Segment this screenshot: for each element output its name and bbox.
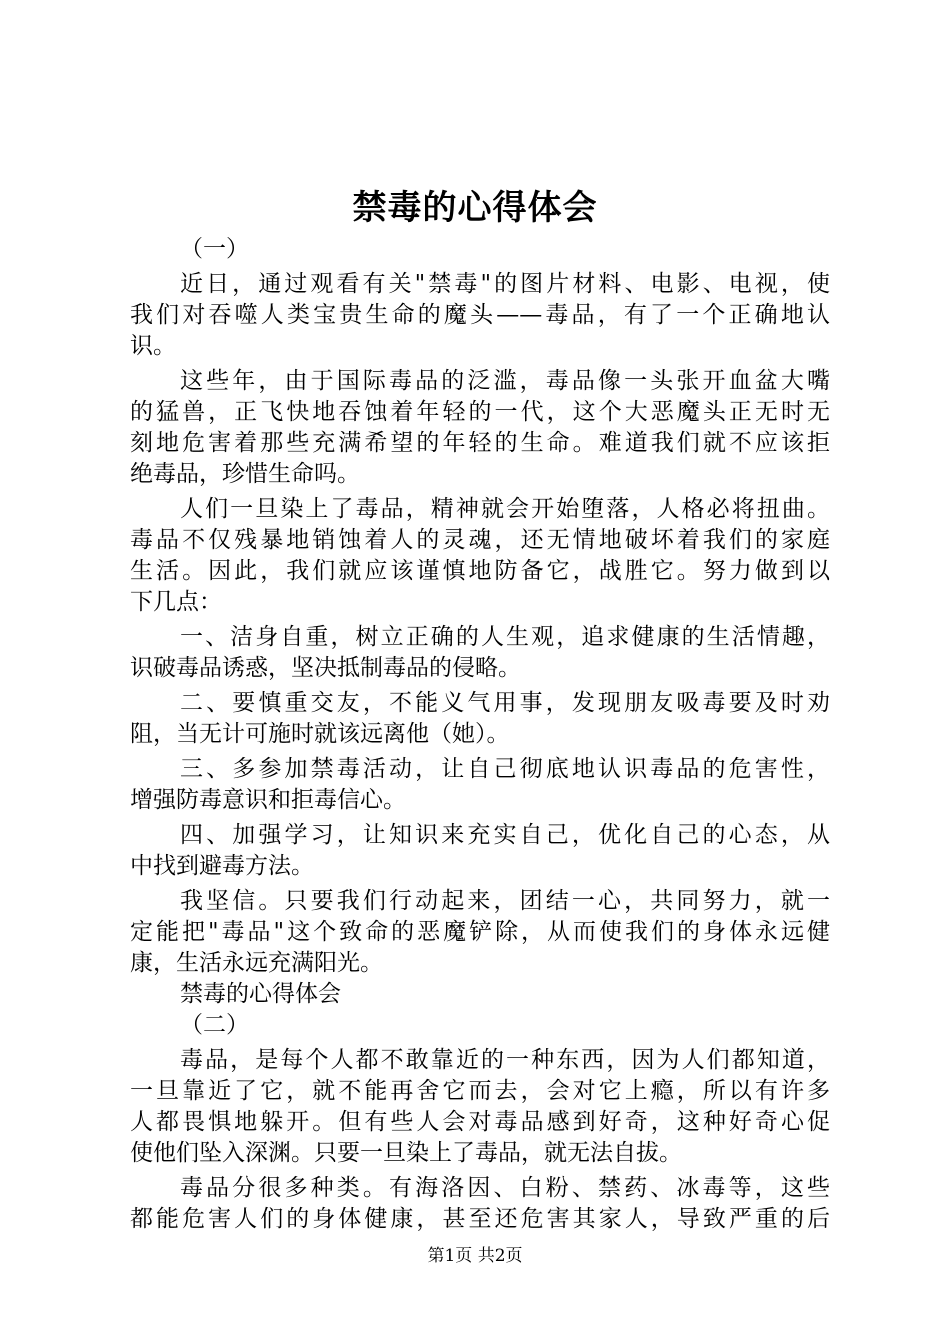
paragraph-line: 定能把"毒品"这个致命的恶魔铲除，从而使我们的身体永远健 [130,919,830,945]
paragraph-line: 二、要慎重交友，不能义气用事，发现朋友吸毒要及时劝 [180,690,830,716]
paragraph-line: 识破毒品诱惑，坚决抵制毒品的侵略。 [130,655,521,681]
paragraph-line: 四、加强学习，让知识来充实自己，优化自己的心态，从 [180,822,830,848]
paragraph-line: 都能危害人们的身体健康，甚至还危害其家人，导致严重的后 [130,1206,830,1232]
paragraph-line: 三、多参加禁毒活动，让自己彻底地认识毒品的危害性， [180,756,830,782]
paragraph-line: 中找到避毒方法。 [130,853,314,879]
paragraph-line: 增强防毒意识和拒毒信心。 [130,787,406,813]
paragraph-line: 阻，当无计可施时就该远离他（她）。 [130,721,510,747]
section-subtitle: 禁毒的心得体会 [180,981,341,1007]
paragraph-line: 人们一旦染上了毒品，精神就会开始堕落，人格必将扭曲。 [180,496,830,522]
section-heading: （一） [180,236,249,262]
section-heading: （二） [180,1012,249,1038]
paragraph-line: 毒品，是每个人都不敢靠近的一种东西，因为人们都知道， [180,1047,830,1073]
paragraph-line: 这些年，由于国际毒品的泛滥，毒品像一头张开血盆大嘴 [180,368,830,394]
paragraph-line: 一、洁身自重，树立正确的人生观，追求健康的生活情趣， [180,624,830,650]
document-title: 禁毒的心得体会 [352,188,598,228]
paragraph-line: 刻地危害着那些充满希望的年轻的生命。难道我们就不应该拒 [130,430,830,456]
paragraph-line: 识。 [130,333,176,359]
paragraph-line: 的猛兽，正飞快地吞蚀着年轻的一代，这个大恶魔头正无时无 [130,399,830,425]
paragraph-line: 生活。因此，我们就应该谨慎地防备它，战胜它。努力做到以 [130,558,830,584]
paragraph-line: 一旦靠近了它，就不能再舍它而去，会对它上瘾，所以有许多 [130,1078,830,1104]
paragraph-line: 毒品分很多种类。有海洛因、白粉、禁药、冰毒等，这些 [180,1175,830,1201]
paragraph-line: 康，生活永远充满阳光。 [130,950,383,976]
paragraph-line: 绝毒品，珍惜生命吗。 [130,461,360,487]
page-number-footer: 第1页 共2页 [427,1246,523,1266]
paragraph-line: 我们对吞噬人类宝贵生命的魔头——毒品，有了一个正确地认 [130,302,830,328]
paragraph-line: 我坚信。只要我们行动起来，团结一心，共同努力，就一 [180,888,830,914]
document-body [130,234,830,1235]
paragraph-line: 下几点： [130,589,222,615]
paragraph-line: 使他们坠入深渊。只要一旦染上了毒品，就无法自拔。 [130,1140,682,1166]
paragraph-line: 近日，通过观看有关"禁毒"的图片材料、电影、电视，使 [180,271,830,297]
paragraph-line: 人都畏惧地躲开。但有些人会对毒品感到好奇，这种好奇心促 [130,1109,830,1135]
paragraph-line: 毒品不仅残暴地销蚀着人的灵魂，还无情地破坏着我们的家庭 [130,527,830,553]
